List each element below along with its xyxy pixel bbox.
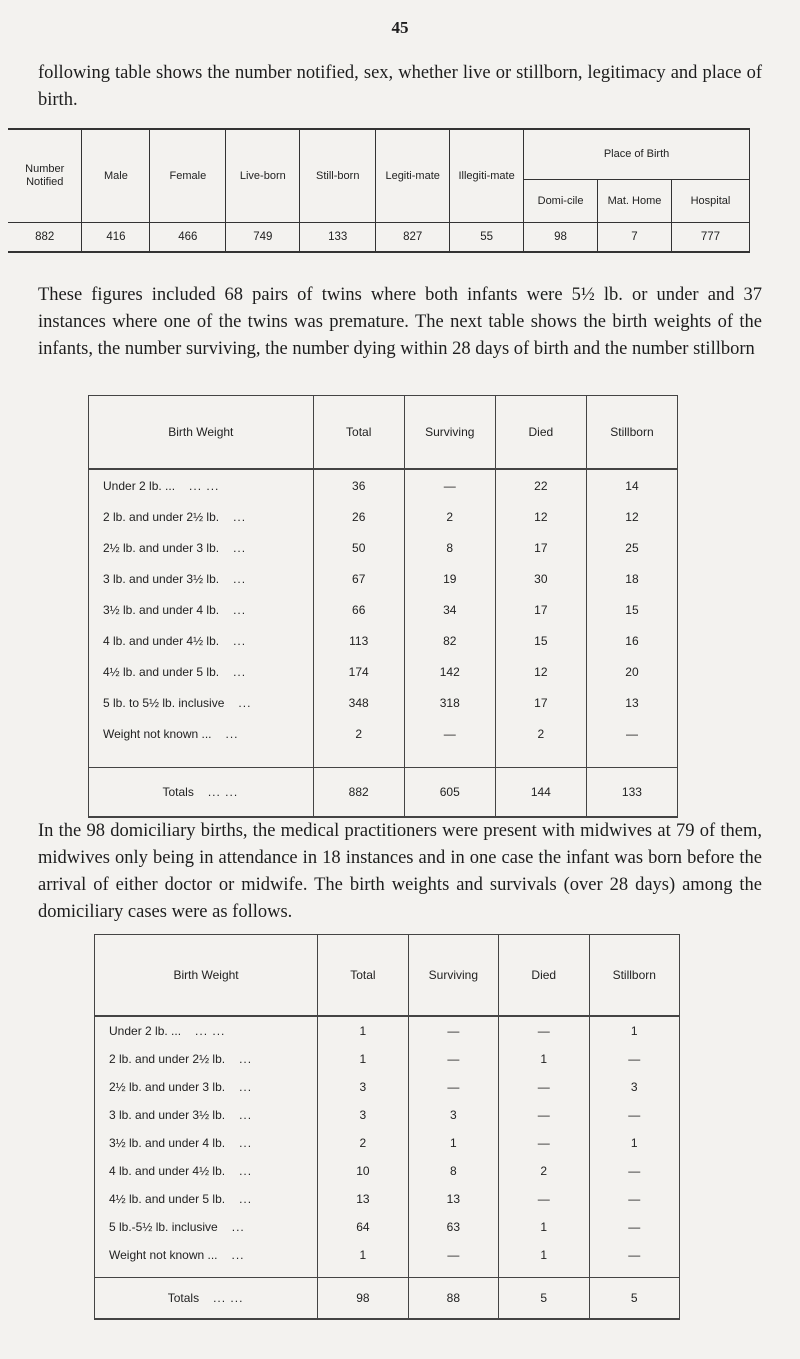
table-row — [95, 1157, 680, 1185]
table-cell: 3 — [318, 1101, 408, 1129]
row-label-text: 5 lb. to 5½ lb. inclusive — [103, 695, 225, 710]
table-cell: — — [589, 1157, 680, 1185]
table-cell: — — [499, 1016, 589, 1045]
row-label-text: 2½ lb. and under 3 lb. — [103, 540, 220, 555]
table-cell: 3 — [408, 1101, 498, 1129]
table-cell: 15 — [495, 625, 586, 656]
table-cell: — — [404, 469, 495, 501]
row-label — [89, 532, 314, 563]
table-cell: 2 — [404, 501, 495, 532]
row-label-text: 2½ lb. and under 3 lb. — [109, 1080, 226, 1094]
leader-dots: ... — [233, 509, 247, 524]
page-number: 45 — [391, 18, 409, 37]
table-cell: 10 — [318, 1157, 408, 1185]
row-label — [95, 1073, 318, 1101]
row-label — [89, 594, 314, 625]
table-cell: 55 — [450, 223, 524, 253]
table-row — [8, 223, 750, 253]
row-label — [89, 768, 314, 818]
table-cell: — — [408, 1045, 498, 1073]
table-cell: — — [499, 1185, 589, 1213]
table-row — [95, 1185, 680, 1213]
header-legitimate: Legiti-mate — [376, 129, 450, 223]
header-domicile: Domi-cile — [524, 180, 598, 223]
row-label — [95, 1185, 318, 1213]
table-cell: 98 — [524, 223, 598, 253]
table-cell: 8 — [408, 1157, 498, 1185]
header-mat-home: Mat. Home — [598, 180, 672, 223]
table-cell: 17 — [495, 594, 586, 625]
row-label-text: 4 lb. and under 4½ lb. — [109, 1164, 226, 1178]
table-row — [89, 718, 678, 749]
row-label — [89, 625, 314, 656]
table-cell: 13 — [318, 1185, 408, 1213]
row-label — [95, 1101, 318, 1129]
header-illegitimate: Illegiti-mate — [450, 129, 524, 223]
table-cell: 144 — [495, 768, 586, 818]
table-cell: 882 — [313, 768, 404, 818]
table-row — [89, 594, 678, 625]
table-cell: — — [408, 1016, 498, 1045]
table-cell: 416 — [82, 223, 150, 253]
spacer-cell — [586, 749, 677, 768]
table-cell: 1 — [589, 1016, 680, 1045]
header-birth-weight: Birth Weight — [95, 935, 318, 1017]
table-row — [95, 1045, 680, 1073]
header-number-notified: Number Notified — [8, 129, 82, 223]
table-cell: 605 — [404, 768, 495, 818]
table-cell: 66 — [313, 594, 404, 625]
table-cell: 1 — [318, 1045, 408, 1073]
births-notified-table — [8, 128, 750, 253]
table-cell: — — [408, 1073, 498, 1101]
row-label-text: 4 lb. and under 4½ lb. — [103, 633, 220, 648]
table-cell: 14 — [586, 469, 677, 501]
row-label — [89, 687, 314, 718]
row-label-text: Totals — [167, 1291, 200, 1305]
table-cell: 2 — [313, 718, 404, 749]
row-label-text: Under 2 lb. ... — [109, 1024, 182, 1038]
leader-dots: ... ... — [213, 1291, 244, 1305]
table-cell: 64 — [318, 1213, 408, 1241]
table-cell: 19 — [404, 563, 495, 594]
table-cell: — — [404, 718, 495, 749]
row-label-text: 3 lb. and under 3½ lb. — [103, 571, 220, 586]
table-cell: 1 — [499, 1045, 589, 1073]
table-cell: 2 — [499, 1157, 589, 1185]
table-cell: — — [499, 1073, 589, 1101]
table-cell: 20 — [586, 656, 677, 687]
table-cell: 15 — [586, 594, 677, 625]
header-male: Male — [82, 129, 150, 223]
leader-dots: ... — [233, 664, 247, 679]
table-cell: 1 — [499, 1241, 589, 1269]
leader-dots: ... ... — [195, 1024, 226, 1038]
row-label — [89, 718, 314, 749]
spacer-cell — [89, 749, 314, 768]
table-cell: 50 — [313, 532, 404, 563]
row-label — [95, 1213, 318, 1241]
spacer-cell — [318, 1269, 408, 1278]
leader-dots: ... — [233, 602, 247, 617]
table-cell: 34 — [404, 594, 495, 625]
table-cell: 88 — [408, 1278, 498, 1320]
table-cell: 2 — [495, 718, 586, 749]
spacer-cell — [495, 749, 586, 768]
twins-paragraph: These figures included 68 pairs of twins where both infants were 5½ lb. or under and 37 instances where one of the twins was premature. The next table shows the birth weights of the infants, the number surviving, the number dying within 28 days of birth and the number stillborn — [38, 285, 762, 359]
leader-dots: ... — [239, 1080, 253, 1094]
header-stillborn: Stillborn — [586, 396, 677, 470]
row-label — [95, 1045, 318, 1073]
table-cell: 882 — [8, 223, 82, 253]
row-label-text: Weight not known ... — [103, 726, 212, 741]
table-cell: 67 — [313, 563, 404, 594]
table-cell: — — [589, 1101, 680, 1129]
leader-dots: ... — [233, 571, 247, 586]
leader-dots: ... — [239, 1108, 253, 1122]
table-cell: 174 — [313, 656, 404, 687]
row-label-text: 2 lb. and under 2½ lb. — [109, 1052, 226, 1066]
table-cell: 5 — [499, 1278, 589, 1320]
row-label — [89, 656, 314, 687]
table-cell: 17 — [495, 532, 586, 563]
spacer-cell — [313, 749, 404, 768]
header-female: Female — [150, 129, 226, 223]
table-cell: 13 — [408, 1185, 498, 1213]
row-label — [95, 1129, 318, 1157]
table-cell: 25 — [586, 532, 677, 563]
domiciliary-paragraph: In the 98 domiciliary births, the medical practitioners were present with midwives at 79 of them, midwives only being in attendance in 18 instances and in one case the infant was born before the arrival of either doctor or midwife. The birth weights and survivals (over 28 days) among the domiciliary cases were as follows. — [38, 821, 762, 922]
table-cell: 18 — [586, 563, 677, 594]
row-label-text: 5 lb.-5½ lb. inclusive — [109, 1220, 218, 1234]
domiciliary-birth-weight-table — [94, 934, 680, 1320]
table-cell: 17 — [495, 687, 586, 718]
header-hospital: Hospital — [671, 180, 749, 223]
table-row — [95, 1213, 680, 1241]
header-birth-weight: Birth Weight — [89, 396, 314, 470]
row-label — [95, 1278, 318, 1320]
table-row — [89, 563, 678, 594]
intro-paragraph: following table shows the number notified, sex, whether live or stillborn, legitimacy and place of birth. — [38, 63, 762, 110]
table-cell: 7 — [598, 223, 672, 253]
totals-row — [95, 1278, 680, 1320]
spacer-cell — [404, 749, 495, 768]
row-label-text: 2 lb. and under 2½ lb. — [103, 509, 220, 524]
row-label — [89, 501, 314, 532]
spacer-cell — [589, 1269, 680, 1278]
header-died: Died — [499, 935, 589, 1017]
spacer-row — [95, 1269, 680, 1278]
row-label-text: Totals — [162, 785, 194, 799]
table-row — [89, 656, 678, 687]
table-cell: 777 — [671, 223, 749, 253]
leader-dots: ... — [239, 1052, 253, 1066]
table-cell: 1 — [589, 1129, 680, 1157]
table-row — [89, 532, 678, 563]
spacer-row — [89, 749, 678, 768]
table-cell: 63 — [408, 1213, 498, 1241]
table-row — [95, 1016, 680, 1045]
header-live-born: Live-born — [226, 129, 300, 223]
birth-weight-table — [88, 395, 678, 818]
leader-dots: ... — [233, 540, 247, 555]
table-cell: — — [589, 1185, 680, 1213]
leader-dots: ... — [233, 633, 247, 648]
spacer-cell — [499, 1269, 589, 1278]
row-label — [95, 1241, 318, 1269]
table-cell: — — [499, 1101, 589, 1129]
leader-dots: ... — [231, 1220, 245, 1234]
leader-dots: ... — [231, 1248, 245, 1262]
table-cell: 26 — [313, 501, 404, 532]
leader-dots: ... — [239, 1192, 253, 1206]
table-cell: — — [589, 1045, 680, 1073]
row-label — [95, 1157, 318, 1185]
table-cell: — — [589, 1213, 680, 1241]
table-cell: 82 — [404, 625, 495, 656]
row-label — [89, 563, 314, 594]
leader-dots: ... — [225, 726, 239, 741]
table-cell: 5 — [589, 1278, 680, 1320]
table-cell: — — [408, 1241, 498, 1269]
table-cell: 22 — [495, 469, 586, 501]
row-label-text: 4½ lb. and under 5 lb. — [109, 1192, 226, 1206]
table-cell: 1 — [499, 1213, 589, 1241]
table-row — [89, 501, 678, 532]
table-cell: 13 — [586, 687, 677, 718]
table-cell: 113 — [313, 625, 404, 656]
table-cell: — — [589, 1241, 680, 1269]
table-cell: 3 — [589, 1073, 680, 1101]
table-cell: 133 — [300, 223, 376, 253]
table-cell: 16 — [586, 625, 677, 656]
table-cell: 142 — [404, 656, 495, 687]
table-cell: 133 — [586, 768, 677, 818]
table-row — [89, 469, 678, 501]
row-label-text: 4½ lb. and under 5 lb. — [103, 664, 220, 679]
table-cell: 348 — [313, 687, 404, 718]
header-total: Total — [313, 396, 404, 470]
row-label-text: Weight not known ... — [109, 1248, 218, 1262]
table-cell: 1 — [318, 1016, 408, 1045]
table-cell: 12 — [586, 501, 677, 532]
table-cell: 12 — [495, 656, 586, 687]
row-label-text: 3½ lb. and under 4 lb. — [109, 1136, 226, 1150]
table-row — [89, 687, 678, 718]
table-cell: 318 — [404, 687, 495, 718]
leader-dots: ... — [239, 1164, 253, 1178]
table-cell: 30 — [495, 563, 586, 594]
table-cell: 8 — [404, 532, 495, 563]
table-cell: 827 — [376, 223, 450, 253]
table-cell: 1 — [318, 1241, 408, 1269]
row-label-text: Under 2 lb. ... — [103, 478, 176, 493]
spacer-cell — [95, 1269, 318, 1278]
table-row — [95, 1129, 680, 1157]
table-row — [95, 1101, 680, 1129]
table-cell: 1 — [408, 1129, 498, 1157]
table-row — [95, 1241, 680, 1269]
header-still-born: Still-born — [300, 129, 376, 223]
table-cell: 749 — [226, 223, 300, 253]
table-cell: 466 — [150, 223, 226, 253]
header-surviving: Surviving — [404, 396, 495, 470]
row-label-text: 3½ lb. and under 4 lb. — [103, 602, 220, 617]
leader-dots: ... — [238, 695, 252, 710]
leader-dots: ... ... — [207, 785, 239, 799]
table-cell: — — [586, 718, 677, 749]
leader-dots: ... ... — [189, 478, 220, 493]
header-total: Total — [318, 935, 408, 1017]
header-place-of-birth: Place of Birth — [524, 129, 750, 180]
table-cell: 36 — [313, 469, 404, 501]
spacer-cell — [408, 1269, 498, 1278]
row-label — [95, 1016, 318, 1045]
header-stillborn: Stillborn — [589, 935, 680, 1017]
table-cell: 12 — [495, 501, 586, 532]
header-died: Died — [495, 396, 586, 470]
table-cell: 98 — [318, 1278, 408, 1320]
table-row — [95, 1073, 680, 1101]
table-cell: 2 — [318, 1129, 408, 1157]
row-label — [89, 469, 314, 501]
totals-row — [89, 768, 678, 818]
leader-dots: ... — [239, 1136, 253, 1150]
table-cell: — — [499, 1129, 589, 1157]
table-row — [89, 625, 678, 656]
table-cell: 3 — [318, 1073, 408, 1101]
row-label-text: 3 lb. and under 3½ lb. — [109, 1108, 226, 1122]
header-surviving: Surviving — [408, 935, 498, 1017]
